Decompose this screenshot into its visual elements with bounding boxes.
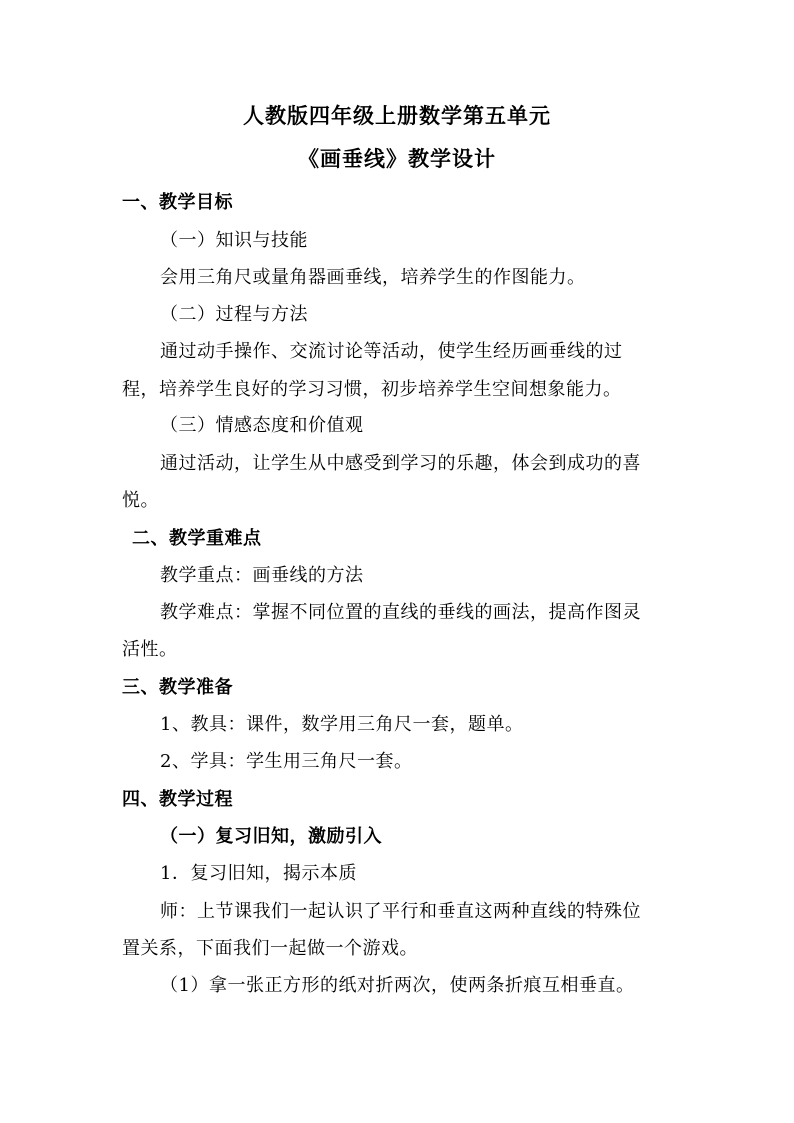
- subheading-process-method: （二）过程与方法: [160, 304, 308, 325]
- title-line-1: 人教版四年级上册数学第五单元: [243, 103, 551, 128]
- paragraph-line: 教学难点：掌握不同位置的直线的垂线的画法，提高作图灵: [160, 602, 641, 623]
- section-heading-objectives: 一、教学目标: [122, 192, 233, 213]
- list-item: 1．复习旧知，揭示本质: [160, 863, 357, 884]
- subheading-review: （一）复习旧知，激励引入: [160, 826, 382, 847]
- list-item: 2、学具：学生用三角尺一套。: [160, 751, 413, 772]
- paragraph-line: 置关系，下面我们一起做一个游戏。: [122, 938, 418, 959]
- subheading-knowledge-skills: （一）知识与技能: [160, 230, 308, 251]
- title-line-2: 《画垂线》教学设计: [298, 146, 496, 171]
- paragraph-line: （1）拿一张正方形的纸对折两次，使两条折痕互相垂直。: [160, 975, 635, 996]
- paragraph-line: 程，培养学生良好的学习习惯，初步培养学生空间想象能力。: [122, 379, 622, 400]
- paragraph-line: 通过活动，让学生从中感受到学习的乐趣，体会到成功的喜: [160, 453, 641, 474]
- paragraph-line: 师：上节课我们一起认识了平行和垂直这两种直线的特殊位: [160, 901, 641, 922]
- list-item: 1、教具：课件，数学用三角尺一套，题单。: [160, 714, 524, 735]
- section-heading-preparation: 三、教学准备: [122, 677, 233, 698]
- paragraph-line: 会用三角尺或量角器画垂线，培养学生的作图能力。: [160, 267, 586, 288]
- paragraph-line: 活性。: [122, 639, 178, 660]
- section-heading-key-points: 二、教学重难点: [132, 528, 262, 549]
- subheading-emotion-values: （三）情感态度和价值观: [160, 415, 364, 436]
- paragraph-line: 通过动手操作、交流讨论等活动，使学生经历画垂线的过: [160, 341, 623, 362]
- paragraph-line: 悦。: [122, 490, 159, 511]
- section-heading-process: 四、教学过程: [122, 789, 233, 810]
- paragraph-line: 教学重点：画垂线的方法: [160, 565, 364, 586]
